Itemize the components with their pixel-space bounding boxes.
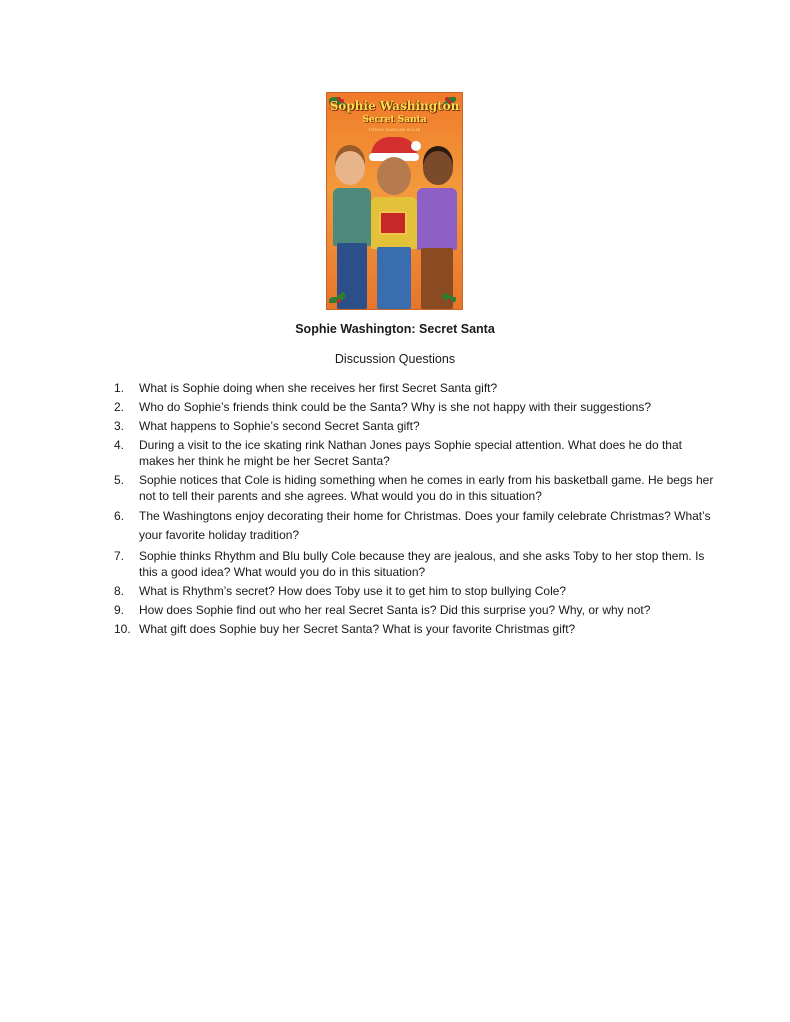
discussion-questions-list — [114, 380, 714, 640]
question-text: How does Sophie find out who her real Secret Santa is? Did this surprise you? Why, or why not? — [139, 603, 651, 617]
list-item — [114, 621, 714, 637]
list-number: 8. — [114, 584, 125, 598]
list-number: 7. — [114, 549, 125, 563]
question-text: What happens to Sophie’s second Secret Santa gift? — [139, 419, 420, 433]
section-heading: Discussion Questions — [334, 352, 456, 366]
cover-subtitle: Secret Santa — [362, 115, 427, 125]
list-number: 4. — [114, 438, 125, 452]
question-text: What is Rhythm’s secret? How does Toby use it to get him to stop bullying Cole? — [139, 584, 567, 598]
question-text: Sophie notices that Cole is hiding something when he comes in early from his basketball game. He begs her not to tell their parents and she agrees. What would you do in this situation? — [139, 473, 714, 503]
list-item — [114, 418, 714, 434]
book-cover-image — [327, 93, 462, 309]
list-item — [114, 380, 714, 396]
list-item — [114, 472, 714, 504]
list-number: 10. — [114, 622, 131, 636]
question-text: Who do Sophie’s friends think could be the Santa? Why is she not happy with their suggestions? — [139, 400, 652, 414]
holly-icon — [329, 293, 347, 307]
list-item — [114, 548, 714, 580]
question-text: During a visit to the ice skating rink Nathan Jones pays Sophie special attention. What does he do that makes her think he might be her Secret Santa? — [139, 438, 682, 468]
list-item — [114, 507, 714, 545]
list-number: 1. — [114, 381, 125, 395]
list-item — [114, 399, 714, 415]
cover-author: TONYA DUNCAN ELLIS — [368, 127, 421, 132]
list-item — [114, 602, 714, 618]
list-number: 3. — [114, 419, 125, 433]
list-number: 9. — [114, 603, 125, 617]
question-text: What is Sophie doing when she receives her first Secret Santa gift? — [139, 381, 498, 395]
question-text: What gift does Sophie buy her Secret Santa? What is your favorite Christmas gift? — [139, 622, 576, 636]
holly-icon — [442, 293, 460, 307]
book-title: Sophie Washington: Secret Santa — [295, 322, 495, 336]
question-text: Sophie thinks Rhythm and Blu bully Cole because they are jealous, and she asks Toby to her stop them. Is this a good idea? What would you do in this situation? — [139, 549, 705, 579]
list-number: 6. — [114, 509, 125, 523]
list-item — [114, 437, 714, 469]
list-number: 2. — [114, 400, 125, 414]
list-item — [114, 583, 714, 599]
question-text: The Washingtons enjoy decorating their home for Christmas. Does your family celebrate Christmas? What’s your favorite holiday tradition? — [139, 509, 711, 542]
list-number: 5. — [114, 473, 125, 487]
cover-title: Sophie Washington — [329, 99, 460, 113]
